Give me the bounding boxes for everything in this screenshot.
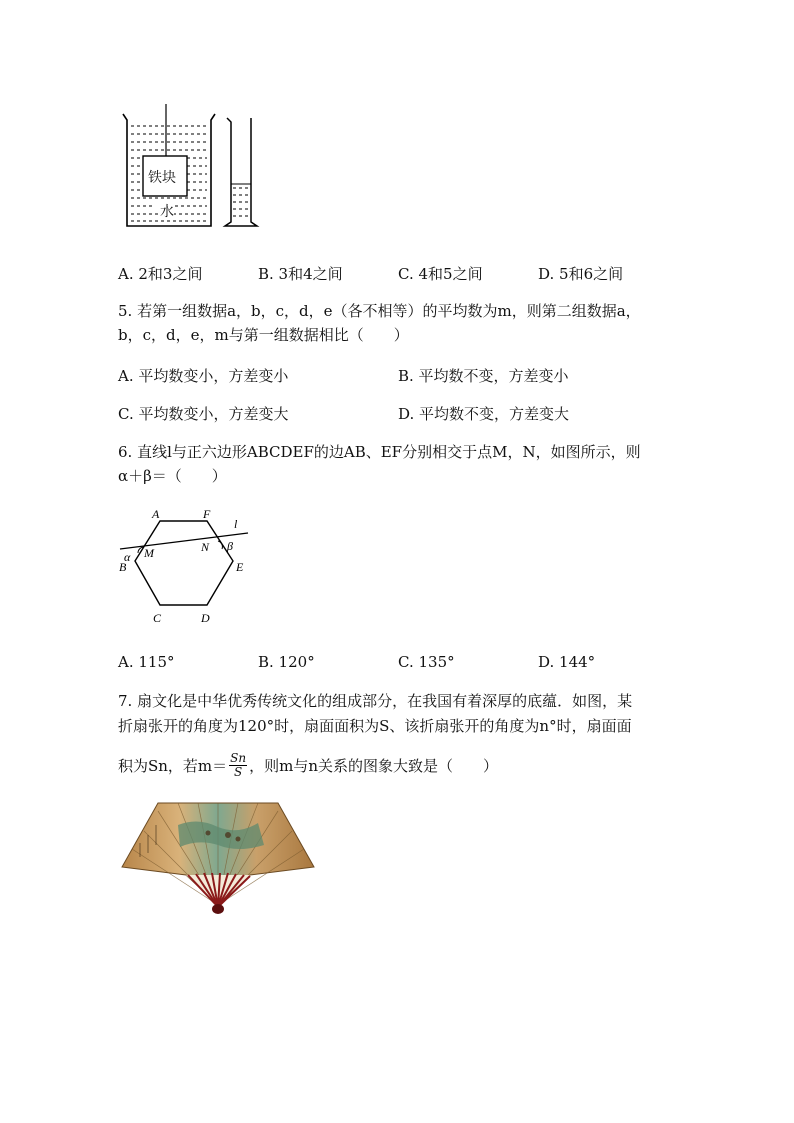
q6-stem-line2: α＋β＝（ ） [118,467,227,485]
q5-option-d[interactable]: D. 平均数不变，方差变大 [398,405,570,423]
water-label: 水 [160,204,174,220]
q7-stem-line2: 折扇张开的角度为120°时，扇面面积为S、该折扇张开的角度为n°时，扇面面 [118,717,632,735]
q6-option-a[interactable]: A. 115° [118,653,175,671]
q6-option-c[interactable]: C. 135° [398,653,455,671]
beaker-figure [115,100,275,235]
q7-line3-start: 积为Sn，若m＝ [118,756,228,775]
q5-option-a[interactable]: A. 平均数变小，方差变小 [118,367,289,385]
q7-fraction-denominator: S [234,765,243,779]
q4-option-b[interactable]: B. 3和4之间 [258,265,343,283]
label-l: l [234,517,238,531]
q6-option-d[interactable]: D. 144° [538,653,596,671]
q7-fraction [229,752,247,779]
q6-stem-line1: 6. 直线l与正六边形ABCDEF的边AB、EF分别相交于点M，N，如图所示，则 [118,443,641,461]
q5-stem-line2: b，c，d，e，m与第一组数据相比（ ） [118,326,409,344]
q4-option-c[interactable]: C. 4和5之间 [398,265,483,283]
label-beta: β [227,539,233,553]
label-N: N [201,540,210,554]
label-D: D [201,611,210,625]
label-alpha: α [124,550,131,564]
q7-line3-end: ，则m与n关系的图象大致是（ ） [249,756,499,775]
q7-fraction-numerator: Sn [230,751,247,765]
q7-stem-line1: 7. 扇文化是中华优秀传统文化的组成部分，在我国有着深厚的底蕴．如图，某 [118,692,633,710]
label-M: M [144,546,154,560]
q7-stem-line3 [118,752,498,779]
label-B: B [119,560,127,574]
label-C: C [153,611,162,625]
q4-option-d[interactable]: D. 5和6之间 [538,265,624,283]
q5-option-b[interactable]: B. 平均数不变，方差变小 [398,367,569,385]
q4-option-a[interactable]: A. 2和3之间 [118,265,203,283]
q5-stem-line1: 5. 若第一组数据a，b，c，d，e（各不相等）的平均数为m，则第二组数据a， [118,302,641,320]
label-E: E [236,560,244,574]
q6-option-b[interactable]: B. 120° [258,653,315,671]
hexagon-figure [110,505,260,630]
label-F: F [203,507,211,521]
folding-fan-image [118,795,318,920]
label-A: A [152,507,160,521]
q5-option-c[interactable]: C. 平均数变小，方差变大 [118,405,289,423]
iron-block-label: 铁块 [148,170,176,186]
